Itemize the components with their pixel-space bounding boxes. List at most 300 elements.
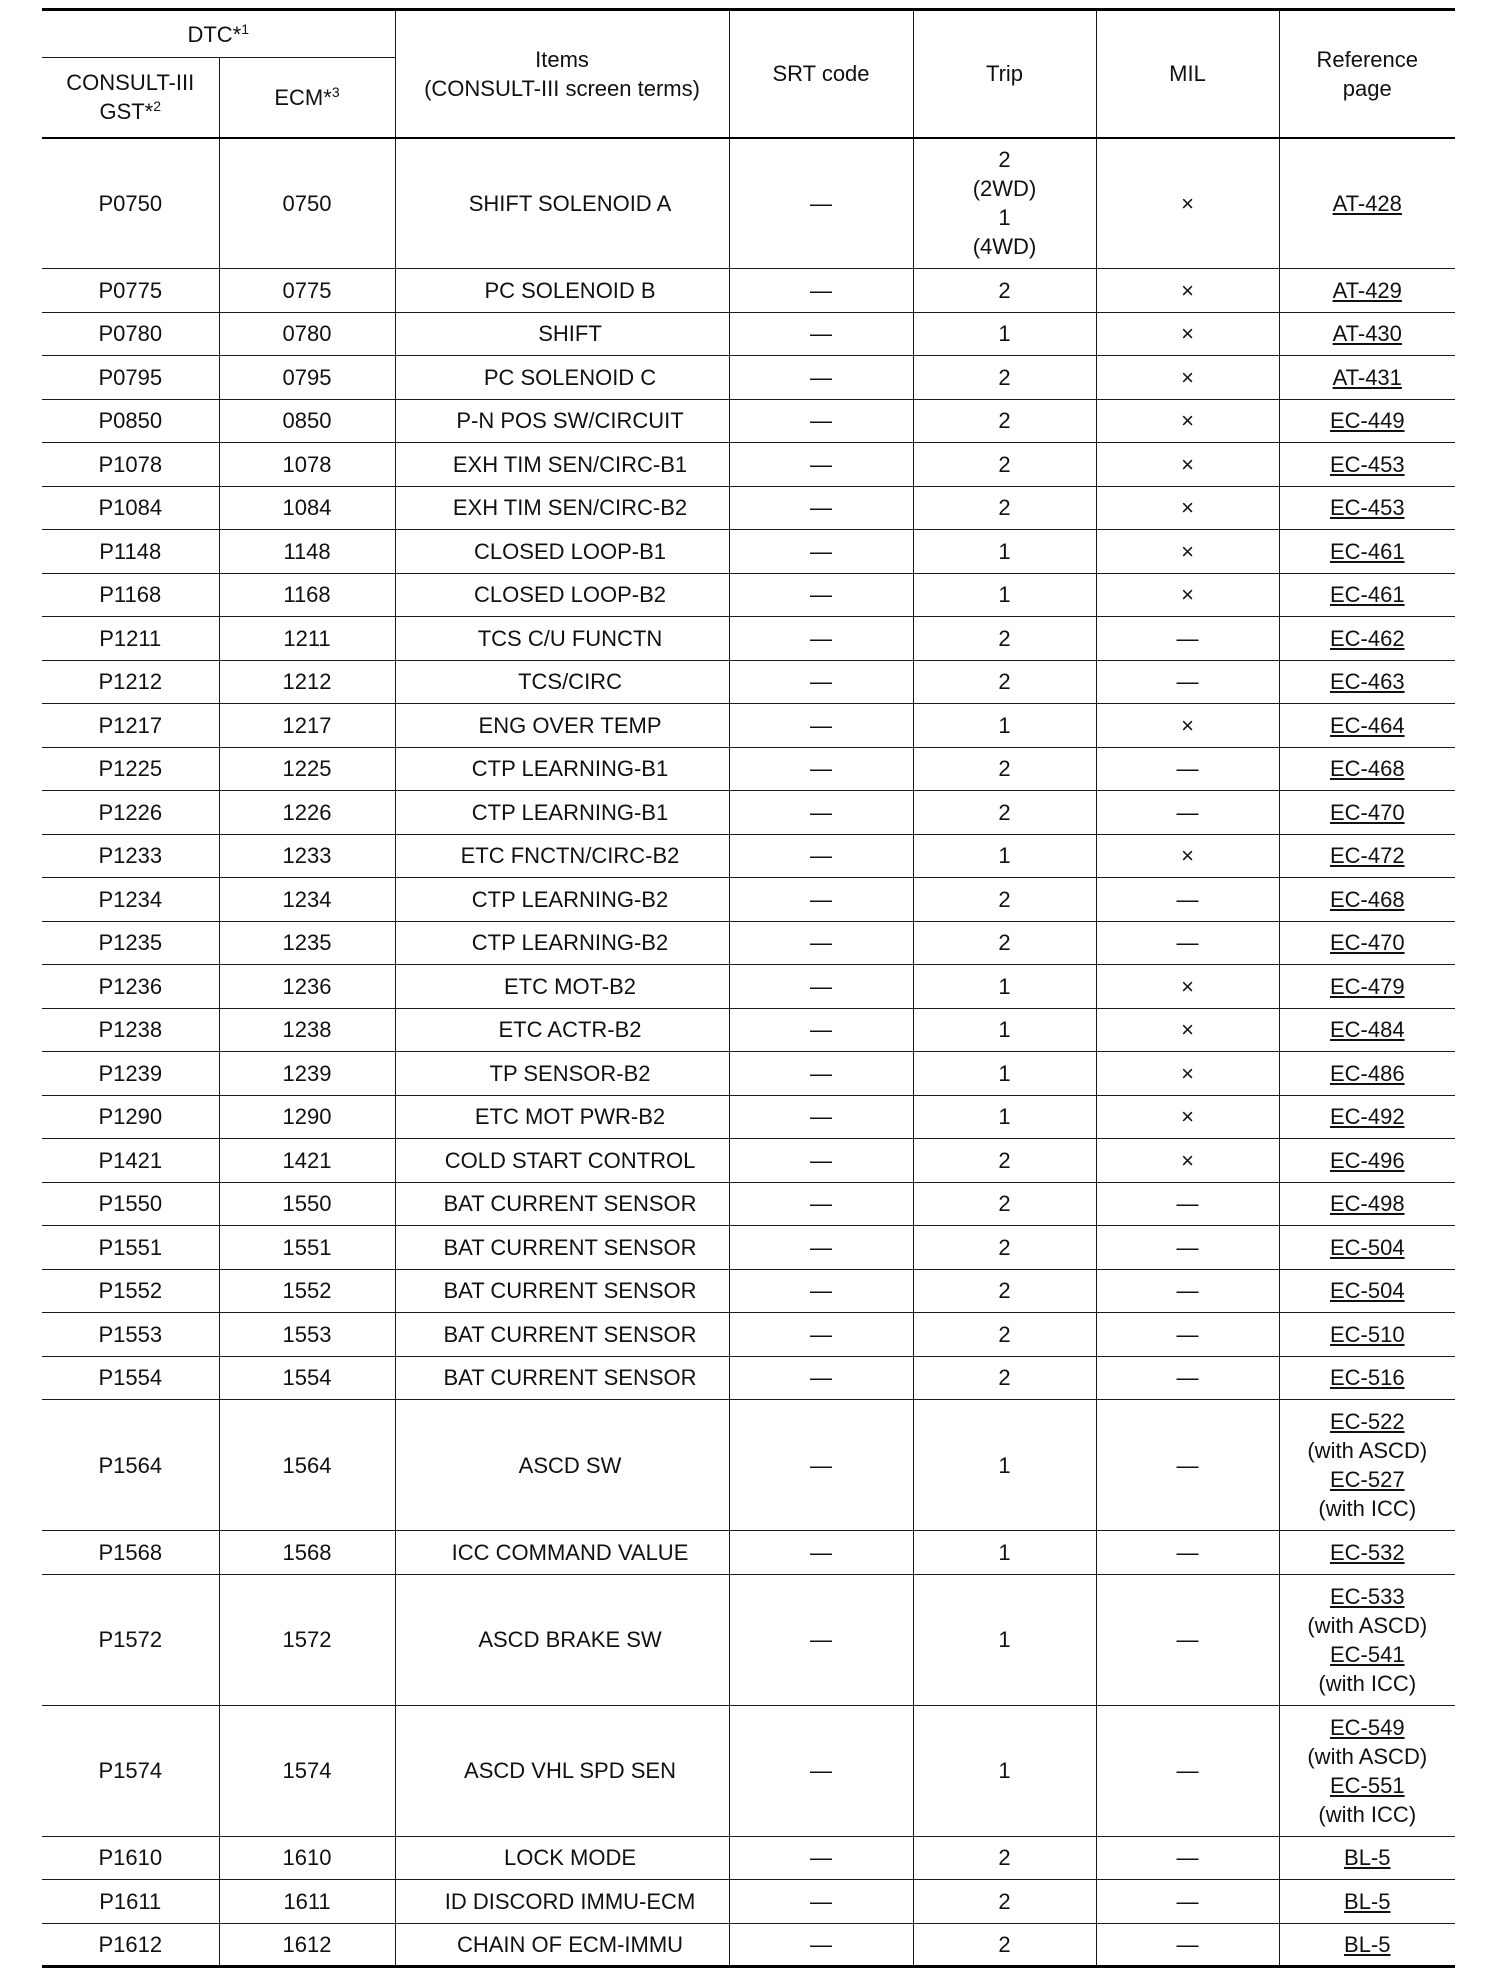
table-row bbox=[42, 1313, 1455, 1357]
dtc-gst-cell: P1554 bbox=[42, 1356, 219, 1400]
trip-cell bbox=[913, 704, 1096, 748]
srt-code-cell: — bbox=[729, 878, 913, 922]
item-cell: ETC MOT PWR-B2 bbox=[395, 1095, 729, 1139]
dtc-ecm-cell: 1233 bbox=[219, 834, 395, 878]
item-cell: CTP LEARNING-B2 bbox=[395, 921, 729, 965]
table-row bbox=[42, 1226, 1455, 1270]
reference-cell bbox=[1279, 1226, 1455, 1270]
reference-note: (with ASCD) bbox=[1307, 1743, 1428, 1769]
dtc-gst-cell: P0750 bbox=[42, 138, 219, 269]
trip-value: 2 bbox=[998, 625, 1011, 651]
table-row bbox=[42, 1705, 1455, 1836]
dtc-gst-cell: P1226 bbox=[42, 791, 219, 835]
trip-value: 1 bbox=[998, 1017, 1011, 1043]
srt-code-cell: — bbox=[729, 530, 913, 574]
reference-page-link[interactable]: EC-527 bbox=[1329, 1467, 1405, 1492]
trip-cell bbox=[913, 791, 1096, 835]
dtc-table-body bbox=[42, 138, 1455, 1967]
srt-code-cell: — bbox=[729, 486, 913, 530]
dtc-gst-cell: P1574 bbox=[42, 1705, 219, 1836]
reference-page-link[interactable]: EC-504 bbox=[1329, 1234, 1405, 1260]
reference-cell bbox=[1279, 660, 1455, 704]
reference-cell bbox=[1279, 1923, 1455, 1967]
trip-cell bbox=[913, 617, 1096, 661]
mil-cell: — bbox=[1096, 1226, 1279, 1270]
mil-cell: × bbox=[1096, 704, 1279, 748]
dtc-ecm-cell: 1553 bbox=[219, 1313, 395, 1357]
dtc-ecm-cell: 1217 bbox=[219, 704, 395, 748]
dtc-gst-cell: P1611 bbox=[42, 1880, 219, 1924]
dtc-ecm-cell: 1552 bbox=[219, 1269, 395, 1313]
dtc-gst-cell: P1551 bbox=[42, 1226, 219, 1270]
mil-cell: — bbox=[1096, 1705, 1279, 1836]
trip-cell bbox=[913, 399, 1096, 443]
table-row bbox=[42, 704, 1455, 748]
trip-value: 2 bbox=[998, 1321, 1011, 1347]
dtc-gst-cell: P1235 bbox=[42, 921, 219, 965]
trip-value: (4WD) bbox=[972, 234, 1037, 260]
item-cell: TP SENSOR-B2 bbox=[395, 1052, 729, 1096]
mil-cell: × bbox=[1096, 1008, 1279, 1052]
reference-note: (with ICC) bbox=[1318, 1670, 1417, 1696]
trip-cell bbox=[913, 1705, 1096, 1836]
trip-cell bbox=[913, 1052, 1096, 1096]
reference-page-link[interactable]: EC-522 bbox=[1329, 1409, 1405, 1434]
trip-value: 2 bbox=[998, 886, 1011, 912]
reference-page-link[interactable]: EC-461 bbox=[1329, 538, 1405, 564]
table-row bbox=[42, 791, 1455, 835]
mil-cell: — bbox=[1096, 1182, 1279, 1226]
trip-cell bbox=[913, 138, 1096, 269]
reference-cell bbox=[1279, 834, 1455, 878]
trip-cell bbox=[913, 1139, 1096, 1183]
dtc-ecm-cell: 1551 bbox=[219, 1226, 395, 1270]
trip-value: 2 bbox=[998, 277, 1011, 303]
reference-page-link[interactable]: EC-453 bbox=[1329, 495, 1405, 521]
srt-code-cell: — bbox=[729, 312, 913, 356]
dtc-gst-cell: P1568 bbox=[42, 1531, 219, 1575]
header-reference-page: Reference page bbox=[1279, 10, 1455, 138]
header-consult-gst: CONSULT-III GST*$^2$ bbox=[42, 58, 219, 138]
item-cell: ETC MOT-B2 bbox=[395, 965, 729, 1009]
reference-page-link[interactable]: EC-498 bbox=[1329, 1191, 1405, 1217]
table-row bbox=[42, 399, 1455, 443]
reference-page-link[interactable]: EC-533 bbox=[1329, 1583, 1405, 1609]
trip-value: 1 bbox=[998, 1758, 1011, 1783]
reference-page-link[interactable]: AT-428 bbox=[1332, 190, 1402, 216]
dtc-gst-cell: P1550 bbox=[42, 1182, 219, 1226]
reference-page-link[interactable]: EC-463 bbox=[1329, 669, 1405, 695]
reference-page-link[interactable]: EC-492 bbox=[1329, 1104, 1405, 1130]
mil-cell: × bbox=[1096, 312, 1279, 356]
trip-value: 2 bbox=[998, 1234, 1011, 1260]
reference-page-link[interactable]: AT-430 bbox=[1332, 321, 1402, 347]
dtc-ecm-cell: 1611 bbox=[219, 1880, 395, 1924]
dtc-ecm-cell: 1238 bbox=[219, 1008, 395, 1052]
reference-note: (with ASCD) bbox=[1307, 1612, 1428, 1638]
reference-cell bbox=[1279, 1880, 1455, 1924]
trip-value: 2 bbox=[998, 1191, 1011, 1217]
trip-cell bbox=[913, 921, 1096, 965]
srt-code-cell: — bbox=[729, 965, 913, 1009]
reference-cell bbox=[1279, 1313, 1455, 1357]
srt-code-cell: — bbox=[729, 1574, 913, 1705]
reference-page-link[interactable]: AT-431 bbox=[1332, 364, 1402, 390]
reference-page-link[interactable]: BL-5 bbox=[1344, 1845, 1391, 1871]
srt-code-cell: — bbox=[729, 1269, 913, 1313]
dtc-gst-cell: P1572 bbox=[42, 1574, 219, 1705]
dtc-ecm-cell: 1168 bbox=[219, 573, 395, 617]
item-cell: CTP LEARNING-B2 bbox=[395, 878, 729, 922]
reference-note: (with ASCD) bbox=[1307, 1438, 1428, 1463]
item-cell: TCS/CIRC bbox=[395, 660, 729, 704]
mil-cell: × bbox=[1096, 356, 1279, 400]
reference-page-link[interactable]: AT-429 bbox=[1332, 277, 1402, 303]
reference-cell bbox=[1279, 530, 1455, 574]
dtc-ecm-cell: 1212 bbox=[219, 660, 395, 704]
reference-page-link[interactable]: EC-510 bbox=[1329, 1321, 1405, 1347]
trip-value: 1 bbox=[998, 1627, 1011, 1652]
mil-cell: — bbox=[1096, 1880, 1279, 1924]
mil-cell: × bbox=[1096, 399, 1279, 443]
mil-cell: — bbox=[1096, 1313, 1279, 1357]
mil-cell: — bbox=[1096, 660, 1279, 704]
item-cell: BAT CURRENT SENSOR bbox=[395, 1356, 729, 1400]
mil-cell: × bbox=[1096, 1052, 1279, 1096]
reference-cell bbox=[1279, 1356, 1455, 1400]
table-row bbox=[42, 269, 1455, 313]
reference-page-link[interactable]: EC-516 bbox=[1329, 1365, 1405, 1391]
trip-cell bbox=[913, 878, 1096, 922]
reference-page-link[interactable]: EC-504 bbox=[1329, 1278, 1405, 1304]
reference-page-link[interactable]: BL-5 bbox=[1344, 1931, 1391, 1957]
table-row bbox=[42, 1182, 1455, 1226]
reference-cell bbox=[1279, 1095, 1455, 1139]
reference-cell bbox=[1279, 791, 1455, 835]
mil-cell: × bbox=[1096, 443, 1279, 487]
srt-code-cell: — bbox=[729, 443, 913, 487]
trip-cell bbox=[913, 486, 1096, 530]
dtc-ecm-cell: 1554 bbox=[219, 1356, 395, 1400]
reference-page-link[interactable]: EC-484 bbox=[1329, 1017, 1405, 1043]
dtc-ecm-cell: 1084 bbox=[219, 486, 395, 530]
trip-value: 2 bbox=[998, 1888, 1011, 1914]
trip-value: 2 bbox=[998, 147, 1011, 173]
dtc-ecm-cell: 0750 bbox=[219, 138, 395, 269]
reference-cell bbox=[1279, 878, 1455, 922]
trip-value: 1 bbox=[998, 1104, 1011, 1130]
reference-cell bbox=[1279, 573, 1455, 617]
trip-cell bbox=[913, 1574, 1096, 1705]
table-row bbox=[42, 1052, 1455, 1096]
dtc-table bbox=[42, 8, 1455, 1968]
reference-page-link[interactable]: EC-464 bbox=[1329, 712, 1405, 738]
mil-cell: × bbox=[1096, 486, 1279, 530]
srt-code-cell: — bbox=[729, 1356, 913, 1400]
trip-value: 1 bbox=[998, 321, 1011, 347]
mil-cell: — bbox=[1096, 921, 1279, 965]
dtc-ecm-cell: 1239 bbox=[219, 1052, 395, 1096]
dtc-ecm-cell: 1568 bbox=[219, 1531, 395, 1575]
reference-cell bbox=[1279, 269, 1455, 313]
table-row bbox=[42, 1269, 1455, 1313]
mil-cell: × bbox=[1096, 965, 1279, 1009]
mil-cell: × bbox=[1096, 138, 1279, 269]
reference-page-link[interactable]: EC-462 bbox=[1329, 625, 1405, 651]
item-cell: CHAIN OF ECM-IMMU bbox=[395, 1923, 729, 1967]
trip-value: 2 bbox=[998, 1931, 1011, 1957]
item-cell: ASCD SW bbox=[395, 1400, 729, 1531]
reference-page-link[interactable]: EC-470 bbox=[1329, 930, 1405, 956]
trip-value: 2 bbox=[998, 364, 1011, 390]
header-dtc: DTC*$^1$ bbox=[42, 10, 395, 58]
reference-page-link[interactable]: EC-472 bbox=[1329, 843, 1405, 869]
dtc-gst-cell: P1612 bbox=[42, 1923, 219, 1967]
dtc-gst-cell: P1084 bbox=[42, 486, 219, 530]
dtc-gst-cell: P0780 bbox=[42, 312, 219, 356]
table-row bbox=[42, 660, 1455, 704]
mil-cell: — bbox=[1096, 1923, 1279, 1967]
reference-page-link[interactable]: BL-5 bbox=[1344, 1888, 1391, 1914]
dtc-gst-cell: P1212 bbox=[42, 660, 219, 704]
srt-code-cell: — bbox=[729, 617, 913, 661]
reference-page-link[interactable]: EC-551 bbox=[1329, 1772, 1405, 1798]
item-cell: EXH TIM SEN/CIRC-B2 bbox=[395, 486, 729, 530]
trip-value: 1 bbox=[998, 582, 1011, 608]
dtc-gst-cell: P1217 bbox=[42, 704, 219, 748]
trip-value: 1 bbox=[998, 538, 1011, 564]
reference-cell bbox=[1279, 1400, 1455, 1531]
reference-page-link[interactable]: EC-541 bbox=[1329, 1641, 1405, 1667]
table-row bbox=[42, 1400, 1455, 1531]
table-row bbox=[42, 486, 1455, 530]
dtc-ecm-cell: 1610 bbox=[219, 1836, 395, 1880]
item-cell: P-N POS SW/CIRCUIT bbox=[395, 399, 729, 443]
trip-value: 1 bbox=[998, 1060, 1011, 1086]
item-cell: LOCK MODE bbox=[395, 1836, 729, 1880]
trip-cell bbox=[913, 1226, 1096, 1270]
trip-cell bbox=[913, 573, 1096, 617]
trip-cell bbox=[913, 1400, 1096, 1531]
dtc-ecm-cell: 1574 bbox=[219, 1705, 395, 1836]
table-row bbox=[42, 1880, 1455, 1924]
reference-page-link[interactable]: EC-468 bbox=[1329, 886, 1405, 912]
table-row bbox=[42, 1923, 1455, 1967]
table-row bbox=[42, 1008, 1455, 1052]
table-row bbox=[42, 1139, 1455, 1183]
reference-page-link[interactable]: EC-453 bbox=[1329, 451, 1405, 477]
dtc-gst-cell: P1552 bbox=[42, 1269, 219, 1313]
dtc-ecm-cell: 1148 bbox=[219, 530, 395, 574]
table-row bbox=[42, 443, 1455, 487]
reference-cell bbox=[1279, 1052, 1455, 1096]
dtc-ecm-cell: 1612 bbox=[219, 1923, 395, 1967]
item-cell: TCS C/U FUNCTN bbox=[395, 617, 729, 661]
mil-cell: — bbox=[1096, 1400, 1279, 1531]
trip-cell bbox=[913, 269, 1096, 313]
trip-cell bbox=[913, 530, 1096, 574]
item-cell: BAT CURRENT SENSOR bbox=[395, 1182, 729, 1226]
trip-value: 1 bbox=[998, 712, 1011, 738]
reference-cell bbox=[1279, 1531, 1455, 1575]
reference-cell bbox=[1279, 617, 1455, 661]
reference-page-link[interactable]: EC-496 bbox=[1329, 1147, 1405, 1173]
srt-code-cell: — bbox=[729, 1705, 913, 1836]
item-cell: PC SOLENOID C bbox=[395, 356, 729, 400]
table-row bbox=[42, 878, 1455, 922]
dtc-ecm-cell: 0780 bbox=[219, 312, 395, 356]
reference-page-link[interactable]: EC-549 bbox=[1329, 1714, 1405, 1740]
item-cell: ETC ACTR-B2 bbox=[395, 1008, 729, 1052]
trip-value: 1 bbox=[998, 1452, 1011, 1478]
item-cell: CTP LEARNING-B1 bbox=[395, 791, 729, 835]
srt-code-cell: — bbox=[729, 1923, 913, 1967]
item-cell: CLOSED LOOP-B2 bbox=[395, 573, 729, 617]
dtc-gst-cell: P1236 bbox=[42, 965, 219, 1009]
table-row bbox=[42, 530, 1455, 574]
mil-cell: × bbox=[1096, 269, 1279, 313]
trip-value: 1 bbox=[998, 205, 1011, 231]
trip-value: 2 bbox=[998, 495, 1011, 521]
trip-value: 2 bbox=[998, 799, 1011, 825]
dtc-ecm-cell: 1226 bbox=[219, 791, 395, 835]
item-cell: ETC FNCTN/CIRC-B2 bbox=[395, 834, 729, 878]
mil-cell: — bbox=[1096, 747, 1279, 791]
reference-cell bbox=[1279, 1008, 1455, 1052]
srt-code-cell: — bbox=[729, 269, 913, 313]
trip-cell bbox=[913, 1836, 1096, 1880]
dtc-gst-cell: P1238 bbox=[42, 1008, 219, 1052]
srt-code-cell: — bbox=[729, 921, 913, 965]
mil-cell: × bbox=[1096, 1095, 1279, 1139]
table-row bbox=[42, 573, 1455, 617]
trip-cell bbox=[913, 965, 1096, 1009]
dtc-gst-cell: P1564 bbox=[42, 1400, 219, 1531]
srt-code-cell: — bbox=[729, 356, 913, 400]
reference-note: (with ICC) bbox=[1318, 1496, 1417, 1521]
srt-code-cell: — bbox=[729, 1139, 913, 1183]
reference-cell bbox=[1279, 399, 1455, 443]
trip-cell bbox=[913, 1095, 1096, 1139]
trip-value: 2 bbox=[998, 930, 1011, 956]
dtc-gst-cell: P1239 bbox=[42, 1052, 219, 1096]
item-cell: CLOSED LOOP-B1 bbox=[395, 530, 729, 574]
reference-page-link[interactable]: EC-449 bbox=[1329, 408, 1405, 434]
item-cell: CTP LEARNING-B1 bbox=[395, 747, 729, 791]
table-row bbox=[42, 834, 1455, 878]
trip-cell bbox=[913, 1531, 1096, 1575]
trip-cell bbox=[913, 1182, 1096, 1226]
reference-cell bbox=[1279, 1574, 1455, 1705]
reference-page-link[interactable]: EC-479 bbox=[1329, 973, 1405, 999]
dtc-gst-cell: P1234 bbox=[42, 878, 219, 922]
reference-page-link[interactable]: EC-461 bbox=[1329, 582, 1405, 608]
srt-code-cell: — bbox=[729, 1052, 913, 1096]
table-row bbox=[42, 1836, 1455, 1880]
reference-cell bbox=[1279, 312, 1455, 356]
trip-value: 1 bbox=[998, 843, 1011, 869]
header-trip: Trip bbox=[913, 10, 1096, 138]
trip-value: 2 bbox=[998, 1147, 1011, 1173]
table-row bbox=[42, 312, 1455, 356]
trip-value: 1 bbox=[998, 973, 1011, 999]
mil-cell: — bbox=[1096, 791, 1279, 835]
srt-code-cell: — bbox=[729, 1182, 913, 1226]
mil-cell: × bbox=[1096, 1139, 1279, 1183]
reference-cell bbox=[1279, 704, 1455, 748]
item-cell: ID DISCORD IMMU-ECM bbox=[395, 1880, 729, 1924]
trip-value: (2WD) bbox=[972, 176, 1037, 202]
reference-page-link[interactable]: EC-468 bbox=[1329, 756, 1405, 782]
mil-cell: × bbox=[1096, 573, 1279, 617]
dtc-ecm-cell: 0795 bbox=[219, 356, 395, 400]
table-row bbox=[42, 1356, 1455, 1400]
table-row bbox=[42, 965, 1455, 1009]
trip-cell bbox=[913, 1923, 1096, 1967]
mil-cell: — bbox=[1096, 1269, 1279, 1313]
item-cell: PC SOLENOID B bbox=[395, 269, 729, 313]
dtc-ecm-cell: 1290 bbox=[219, 1095, 395, 1139]
srt-code-cell: — bbox=[729, 834, 913, 878]
dtc-gst-cell: P1421 bbox=[42, 1139, 219, 1183]
srt-code-cell: — bbox=[729, 747, 913, 791]
dtc-gst-cell: P1078 bbox=[42, 443, 219, 487]
dtc-gst-cell: P1211 bbox=[42, 617, 219, 661]
table-row bbox=[42, 1574, 1455, 1705]
dtc-ecm-cell: 1234 bbox=[219, 878, 395, 922]
table-row bbox=[42, 921, 1455, 965]
item-cell: SHIFT bbox=[395, 312, 729, 356]
mil-cell: × bbox=[1096, 530, 1279, 574]
dtc-ecm-cell: 0775 bbox=[219, 269, 395, 313]
trip-value: 1 bbox=[998, 1539, 1011, 1565]
header-srt-code: SRT code bbox=[729, 10, 913, 138]
reference-page-link[interactable]: EC-532 bbox=[1329, 1539, 1405, 1565]
reference-cell bbox=[1279, 486, 1455, 530]
dtc-gst-cell: P1225 bbox=[42, 747, 219, 791]
dtc-ecm-cell: 1078 bbox=[219, 443, 395, 487]
reference-cell bbox=[1279, 1836, 1455, 1880]
dtc-ecm-cell: 1564 bbox=[219, 1400, 395, 1531]
header-mil: MIL bbox=[1096, 10, 1279, 138]
dtc-ecm-cell: 1211 bbox=[219, 617, 395, 661]
reference-note: (with ICC) bbox=[1318, 1801, 1417, 1827]
reference-page-link[interactable]: EC-470 bbox=[1329, 799, 1405, 825]
dtc-gst-cell: P0775 bbox=[42, 269, 219, 313]
trip-cell bbox=[913, 1880, 1096, 1924]
trip-value: 2 bbox=[998, 451, 1011, 477]
dtc-gst-cell: P1290 bbox=[42, 1095, 219, 1139]
mil-cell: — bbox=[1096, 617, 1279, 661]
reference-page-link[interactable]: EC-486 bbox=[1329, 1060, 1405, 1086]
mil-cell: — bbox=[1096, 1574, 1279, 1705]
mil-cell: — bbox=[1096, 1356, 1279, 1400]
table-row bbox=[42, 356, 1455, 400]
dtc-gst-cell: P1610 bbox=[42, 1836, 219, 1880]
trip-value: 2 bbox=[998, 1365, 1011, 1391]
table-row bbox=[42, 617, 1455, 661]
dtc-ecm-cell: 1572 bbox=[219, 1574, 395, 1705]
trip-cell bbox=[913, 1356, 1096, 1400]
trip-value: 2 bbox=[998, 1278, 1011, 1304]
srt-code-cell: — bbox=[729, 573, 913, 617]
srt-code-cell: — bbox=[729, 1531, 913, 1575]
header-ecm: ECM*$^3$ bbox=[219, 58, 395, 138]
trip-cell bbox=[913, 356, 1096, 400]
reference-cell bbox=[1279, 1139, 1455, 1183]
trip-value: 2 bbox=[998, 408, 1011, 434]
dtc-ecm-cell: 1421 bbox=[219, 1139, 395, 1183]
